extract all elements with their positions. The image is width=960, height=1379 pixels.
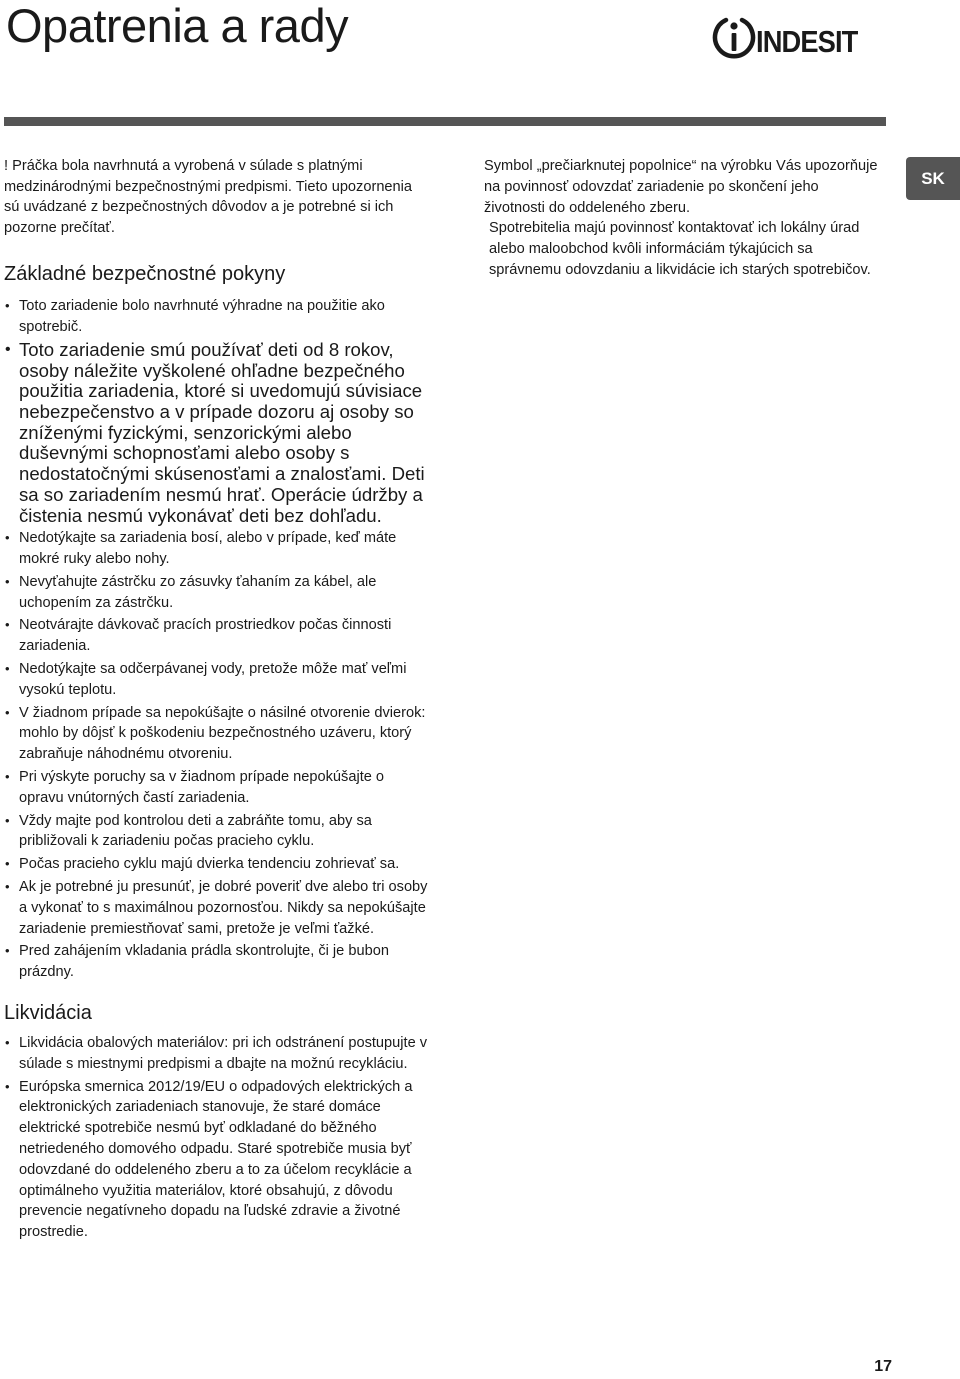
list-item: • Likvidácia obalových materiálov: pri ich odstránení postupujte v súlade s miestnymi predpismi a dbajte na možnú recykláciu. — [4, 1033, 430, 1075]
safety-heading: Základné bezpečnostné pokyny — [4, 263, 286, 286]
weee-symbol-paragraph: Symbol „prečiarknutej popolnice“ na výrobku Vás upozorňuje na povinnosť odovzdať zariadenie po skončení jeho životnosti do oddeleného zberu. — [484, 158, 878, 216]
right-column — [484, 156, 880, 281]
list-item: • Ak je potrebné ju presunúť, je dobré poveriť dve alebo tri osoby a vykonať to s maximálnou pozornosťou. Nikdy sa nepokúšajte zariadenie premiestňovať sami, pretože je veľmi ťažké. — [4, 877, 430, 939]
list-item: • Nedotýkajte sa zariadenia bosí, alebo v prípade, keď máte mokré ruky alebo nohy. — [4, 528, 430, 570]
disposal-heading: Likvidácia — [4, 1002, 92, 1025]
list-item: • Toto zariadenie bolo navrhnuté výhradne na použitie ako spotrebič. — [4, 296, 430, 338]
list-item: • Nevyťahujte zástrčku zo zásuvky ťahaním za kábel, ale uchopením za zástrčku. — [4, 572, 430, 614]
safety-list — [4, 296, 430, 983]
list-item: • Počas pracieho cyklu majú dvierka tendenciu zohrievať sa. — [4, 854, 430, 875]
list-item: • Pri výskyte poruchy sa v žiadnom prípade nepokúšajte o opravu vnútorných častí zariadenia. — [4, 767, 430, 809]
intro-paragraph: ! Práčka bola navrhnutá a vyrobená v súlade s platnými medzinárodnými bezpečnostnými predpismi. Tieto upozornenia sú uvádzané z bezpečnostných dôvodov a je potrebné si ich pozorne prečítať. — [4, 158, 413, 236]
consumer-duty-paragraph: Spotrebitelia majú povinnosť kontaktovať ich lokálny úrad alebo maloobchod kvôli informáciám týkajúcich sa správnemu odovzdaniu a likvidácie ich starých spotrebičov. — [489, 220, 871, 278]
brand-name: INDESIT — [756, 24, 858, 59]
indesit-logo — [712, 12, 888, 64]
page-number: 17 — [874, 1358, 892, 1375]
list-item: • V žiadnom prípade sa nepokúšajte o násilné otvorenie dvierok: mohlo by dôjsť k poškodeniu bezpečnostného uzáveru, ktorý zabraňuje náhodnému otvoreniu. — [4, 703, 430, 765]
left-column — [4, 156, 430, 1245]
list-item: • Toto zariadenie smú používať deti od 8 rokov, osoby náležite vyškolené ohľadne bezpečného použitia zariadenia, ktoré si uvedomujú súvisiace nebezpečenstvo a v prípade dozoru aj osoby so zníženými fyzickými, senzorickými alebo duševnými schopnosťami alebo osoby s nedostatočnými skúsenosťami a znalosťami. Deti sa so zariadením nesmú hrať. Operácie údržby a čistenia nesmú vykonávať deti bez dohľadu. — [4, 340, 430, 526]
list-item: • Pred zahájením vkladania prádla skontrolujte, či je bubon prázdny. — [4, 941, 430, 983]
list-item: • Európska smernica 2012/19/EU o odpadových elektrických a elektronických zariadeniach stanovuje, že staré domáce elektrické spotrebiče nesmú byť odkladané do běžného netriedeného domového odpadu. Staré spotrebiče musia byť odovzdané do oddeleného zberu a to za účelom recyklácie a optimálneho využitia materiálov, ktoré obsahujú, z dôvodu prevencie negatívneho dopadu na ľudské zdravie a životné prostredie. — [4, 1077, 430, 1243]
page-title: Opatrenia a rady — [6, 0, 349, 52]
list-item: • Vždy majte pod kontrolou deti a zabráňte tomu, aby sa približovali k zariadeniu počas pracieho cyklu. — [4, 811, 430, 853]
language-badge: SK — [906, 157, 960, 200]
indesit-logo-icon — [712, 12, 756, 64]
disposal-list — [4, 1033, 430, 1243]
header-rule — [4, 117, 886, 126]
list-item: • Neotvárajte dávkovač pracích prostriedkov počas činnosti zariadenia. — [4, 615, 430, 657]
list-item: • Nedotýkajte sa odčerpávanej vody, pretože môže mať veľmi vysokú teplotu. — [4, 659, 430, 701]
